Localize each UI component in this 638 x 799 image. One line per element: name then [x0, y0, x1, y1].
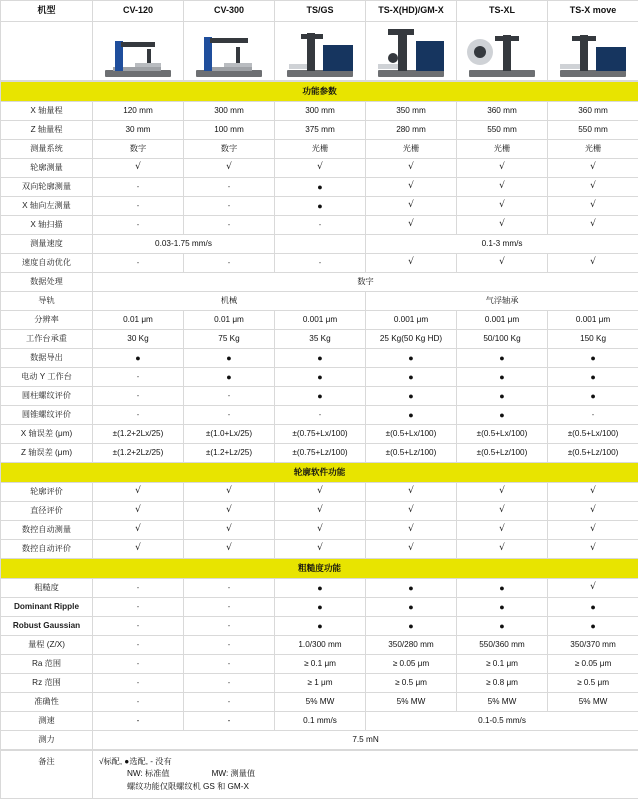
row-cell: ≥ 0.8 μm: [457, 674, 548, 693]
table-header-row: [1, 1, 638, 22]
row-cell: ●: [184, 368, 275, 387]
row-cell: 350/280 mm: [366, 636, 457, 655]
table-row: [1, 674, 638, 693]
table-row: [1, 406, 638, 425]
row-cell: 300 mm: [184, 102, 275, 121]
row-cell: √: [457, 483, 548, 502]
row-cell: ●: [275, 598, 366, 617]
legend-text: √标配, ●选配, - 没有: [99, 757, 172, 767]
row-cell: -: [184, 598, 275, 617]
row-cell: ●: [457, 579, 548, 598]
row-cell: 5% MW: [457, 693, 548, 712]
table-row: [1, 521, 638, 540]
row-cell: ●: [457, 598, 548, 617]
row-cell: ●: [93, 349, 184, 368]
table-row: [1, 292, 638, 311]
row-label: Ra 范围: [1, 655, 93, 674]
row-cell: ±(1.2+2Lx/25): [93, 425, 184, 444]
row-label: 粗糙度: [1, 579, 93, 598]
row-cell: 150 Kg: [548, 330, 638, 349]
row-cell: -: [184, 674, 275, 693]
row-cell: ≥ 0.05 μm: [366, 655, 457, 674]
row-cell: -: [93, 216, 184, 235]
row-cell: [275, 235, 366, 254]
row-cell: ●: [275, 197, 366, 216]
row-cell: √: [366, 159, 457, 178]
row-cell: √: [93, 502, 184, 521]
row-cell: 0.001 μm: [366, 311, 457, 330]
table-row: [1, 655, 638, 674]
row-cell: ●: [457, 349, 548, 368]
row-cell: ●: [457, 368, 548, 387]
row-cell: 360 mm: [457, 102, 548, 121]
product-image-cv-300: [184, 22, 275, 81]
row-label: 分辨率: [1, 311, 93, 330]
row-label: 轮廓评价: [1, 483, 93, 502]
nw-mw-line: [127, 769, 632, 779]
row-label: X 轴向左测量: [1, 197, 93, 216]
row-cell: √: [366, 483, 457, 502]
row-cell: √: [366, 540, 457, 559]
row-label: 圆锥螺纹评价: [1, 406, 93, 425]
row-cell: ●: [548, 349, 638, 368]
row-cell: -: [93, 579, 184, 598]
row-label: 准确性: [1, 693, 93, 712]
row-cell: √: [93, 483, 184, 502]
table-row: [1, 197, 638, 216]
row-cell: -: [93, 674, 184, 693]
row-cell: √: [457, 178, 548, 197]
row-cell: 120 mm: [93, 102, 184, 121]
section-header-function: [1, 82, 638, 102]
row-label: 双向轮廓测量: [1, 178, 93, 197]
row-cell: 7.5 mN: [93, 731, 638, 750]
row-cell: √: [366, 502, 457, 521]
row-cell: √: [548, 502, 638, 521]
row-cell: √: [275, 502, 366, 521]
table-row: [1, 579, 638, 598]
row-cell: -: [93, 598, 184, 617]
table-row: [1, 598, 638, 617]
product-image-ts-xl: [457, 22, 548, 81]
row-cell: ●: [275, 579, 366, 598]
row-cell: -: [184, 197, 275, 216]
footer-row: [1, 751, 638, 799]
table-row: [1, 140, 638, 159]
nw-text: NW: 标准值: [127, 769, 170, 779]
table-row: [1, 121, 638, 140]
row-cell: -: [184, 216, 275, 235]
row-label: X 轴量程: [1, 102, 93, 121]
row-label: Rz 范围: [1, 674, 93, 693]
row-cell: ±(1.2+Lz/25): [184, 444, 275, 463]
row-cell: -: [275, 254, 366, 273]
row-cell: ±(1.0+Lx/25): [184, 425, 275, 444]
section-title: 轮廓软件功能: [1, 463, 638, 483]
row-cell: √: [457, 197, 548, 216]
row-cell: √: [457, 502, 548, 521]
row-cell: √: [548, 483, 638, 502]
table-row: [1, 444, 638, 463]
footer-label: 备注: [1, 751, 93, 799]
row-cell: ●: [366, 598, 457, 617]
header-model-0: CV-120: [93, 1, 184, 22]
row-cell: -: [93, 178, 184, 197]
row-cell: -: [275, 216, 366, 235]
row-cell: ●: [184, 349, 275, 368]
row-cell: 30 Kg: [93, 330, 184, 349]
header-model-5: TS-X move: [548, 1, 638, 22]
row-cell: 5% MW: [366, 693, 457, 712]
row-cell: -: [93, 406, 184, 425]
row-cell: 光栅: [548, 140, 638, 159]
row-cell: 350 mm: [366, 102, 457, 121]
row-cell: √: [184, 483, 275, 502]
row-cell: ±(0.75+Lx/100): [275, 425, 366, 444]
row-cell: ≥ 1 μm: [275, 674, 366, 693]
header-model-2: TS/GS: [275, 1, 366, 22]
row-cell: √: [457, 159, 548, 178]
row-cell: 550 mm: [548, 121, 638, 140]
row-cell: ±(0.5+Lx/100): [457, 425, 548, 444]
row-label: 轮廓测量: [1, 159, 93, 178]
row-cell: 1.0/300 mm: [275, 636, 366, 655]
row-cell: -: [93, 693, 184, 712]
row-label: 数控自动测量: [1, 521, 93, 540]
row-cell: ●: [366, 368, 457, 387]
row-cell: -: [184, 617, 275, 636]
row-cell: -: [184, 579, 275, 598]
row-cell: -: [93, 636, 184, 655]
row-label: 导轨: [1, 292, 93, 311]
row-cell: -: [184, 712, 275, 731]
spec-table-body: [0, 81, 638, 750]
row-cell: 50/100 Kg: [457, 330, 548, 349]
row-cell: ±(1.2+2Lz/25): [93, 444, 184, 463]
row-cell: 5% MW: [548, 693, 638, 712]
image-row-spacer: [1, 22, 93, 81]
row-label: Z 轴量程: [1, 121, 93, 140]
section-header-profile_software: [1, 463, 638, 483]
row-cell: √: [548, 521, 638, 540]
row-cell: √: [93, 540, 184, 559]
row-cell: -: [275, 406, 366, 425]
row-label: 速度自动优化: [1, 254, 93, 273]
row-cell: √: [184, 521, 275, 540]
row-cell: ●: [366, 617, 457, 636]
table-row: [1, 636, 638, 655]
table-row: [1, 712, 638, 731]
row-cell: 光栅: [366, 140, 457, 159]
row-cell: √: [93, 521, 184, 540]
row-cell: ●: [457, 387, 548, 406]
row-cell: 0.001 μm: [275, 311, 366, 330]
row-label: X 轴扫描: [1, 216, 93, 235]
row-cell: 数字: [184, 140, 275, 159]
mw-text: MW: 测量值: [212, 769, 256, 779]
row-label: 数据处理: [1, 273, 93, 292]
row-cell: √: [275, 540, 366, 559]
footer-notes: [93, 751, 638, 799]
row-cell: 气浮轴承: [366, 292, 638, 311]
row-cell: √: [366, 254, 457, 273]
row-label: 测量速度: [1, 235, 93, 254]
row-cell: 5% MW: [275, 693, 366, 712]
row-cell: -: [184, 655, 275, 674]
table-row: [1, 540, 638, 559]
row-cell: ●: [275, 617, 366, 636]
row-label: Robust Gaussian: [1, 617, 93, 636]
legend-line: [99, 757, 632, 767]
footer-table: [0, 750, 638, 799]
thread-note-line: [127, 782, 632, 792]
row-cell: ●: [548, 387, 638, 406]
row-cell: √: [548, 178, 638, 197]
row-cell: -: [93, 254, 184, 273]
row-cell: √: [366, 216, 457, 235]
row-label: 量程 (Z/X): [1, 636, 93, 655]
row-cell: 数字: [93, 140, 184, 159]
row-cell: 350/370 mm: [548, 636, 638, 655]
header-model-3: TS-X(HD)/GM-X: [366, 1, 457, 22]
row-cell: -: [93, 197, 184, 216]
row-cell: ●: [457, 617, 548, 636]
row-cell: ●: [366, 579, 457, 598]
table-row: [1, 483, 638, 502]
row-cell: ●: [366, 406, 457, 425]
row-cell: -: [548, 406, 638, 425]
row-cell: ●: [275, 349, 366, 368]
row-cell: √: [366, 178, 457, 197]
row-cell: √: [275, 159, 366, 178]
row-cell: -: [184, 178, 275, 197]
table-row: [1, 273, 638, 292]
row-cell: 光栅: [275, 140, 366, 159]
row-cell: ≥ 0.5 μm: [548, 674, 638, 693]
row-cell: 550 mm: [457, 121, 548, 140]
row-cell: 0.03-1.75 mm/s: [93, 235, 275, 254]
row-cell: -: [184, 693, 275, 712]
row-cell: √: [275, 521, 366, 540]
row-label: 直径评价: [1, 502, 93, 521]
row-cell: ●: [275, 178, 366, 197]
table-row: [1, 502, 638, 521]
table-row: [1, 731, 638, 750]
row-cell: √: [457, 540, 548, 559]
row-label: 测力: [1, 731, 93, 750]
row-cell: √: [275, 483, 366, 502]
row-cell: ●: [548, 598, 638, 617]
row-label: 工作台承重: [1, 330, 93, 349]
header-model-1: CV-300: [184, 1, 275, 22]
table-row: [1, 368, 638, 387]
row-cell: ±(0.75+Lz/100): [275, 444, 366, 463]
table-row: [1, 349, 638, 368]
row-cell: -: [184, 387, 275, 406]
row-label: X 轴误差 (μm): [1, 425, 93, 444]
row-cell: √: [457, 521, 548, 540]
row-cell: 数字: [93, 273, 638, 292]
row-cell: √: [548, 159, 638, 178]
row-cell: -: [93, 368, 184, 387]
header-model-4: TS-XL: [457, 1, 548, 22]
table-row: [1, 216, 638, 235]
row-cell: 0.1-0.5 mm/s: [366, 712, 638, 731]
row-cell: √: [366, 521, 457, 540]
row-cell: √: [366, 197, 457, 216]
row-cell: 25 Kg(50 Kg HD): [366, 330, 457, 349]
row-cell: 机械: [93, 292, 366, 311]
row-cell: ●: [366, 349, 457, 368]
row-label: 测速: [1, 712, 93, 731]
table-row: [1, 425, 638, 444]
row-label: 数据导出: [1, 349, 93, 368]
row-cell: 0.01 μm: [93, 311, 184, 330]
row-cell: 光栅: [457, 140, 548, 159]
row-cell: 0.001 μm: [548, 311, 638, 330]
row-cell: √: [548, 197, 638, 216]
table-row: [1, 254, 638, 273]
row-label: Z 轴误差 (μm): [1, 444, 93, 463]
row-cell: √: [93, 159, 184, 178]
row-cell: 0.01 μm: [184, 311, 275, 330]
section-header-roughness: [1, 559, 638, 579]
row-cell: 280 mm: [366, 121, 457, 140]
row-label: 电动 Y 工作台: [1, 368, 93, 387]
table-row: [1, 159, 638, 178]
row-cell: ●: [548, 617, 638, 636]
thread-note-text: 螺纹功能仅限螺纹机 GS 和 GM-X: [127, 782, 249, 792]
row-cell: ±(0.5+Lz/100): [457, 444, 548, 463]
row-cell: 100 mm: [184, 121, 275, 140]
row-cell: 0.1-3 mm/s: [366, 235, 638, 254]
spec-table: [0, 0, 638, 81]
row-cell: 375 mm: [275, 121, 366, 140]
header-first-col: 机型: [1, 1, 93, 22]
product-image-ts-gs: [275, 22, 366, 81]
table-row: [1, 617, 638, 636]
row-cell: -: [93, 387, 184, 406]
row-cell: -: [184, 254, 275, 273]
row-cell: √: [548, 540, 638, 559]
row-cell: √: [457, 254, 548, 273]
table-row: [1, 693, 638, 712]
row-cell: √: [457, 216, 548, 235]
row-cell: -: [93, 655, 184, 674]
row-cell: -: [184, 636, 275, 655]
row-cell: 0.1 mm/s: [275, 712, 366, 731]
row-cell: ≥ 0.5 μm: [366, 674, 457, 693]
row-cell: 550/360 mm: [457, 636, 548, 655]
table-row: [1, 330, 638, 349]
row-cell: ≥ 0.1 μm: [275, 655, 366, 674]
row-cell: ±(0.5+Lx/100): [548, 425, 638, 444]
row-cell: 35 Kg: [275, 330, 366, 349]
section-title: 粗糙度功能: [1, 559, 638, 579]
row-cell: ●: [275, 368, 366, 387]
row-cell: 30 mm: [93, 121, 184, 140]
row-cell: √: [548, 254, 638, 273]
row-cell: -: [184, 406, 275, 425]
product-image-row: [1, 22, 638, 81]
product-image-ts-x: [366, 22, 457, 81]
row-cell: 75 Kg: [184, 330, 275, 349]
row-label: 圆柱螺纹评价: [1, 387, 93, 406]
row-cell: -: [93, 617, 184, 636]
table-row: [1, 311, 638, 330]
row-label: 测量系统: [1, 140, 93, 159]
row-cell: ±(0.5+Lx/100): [366, 425, 457, 444]
row-cell: ±(0.5+Lz/100): [366, 444, 457, 463]
table-row: [1, 178, 638, 197]
row-label: 数控自动评价: [1, 540, 93, 559]
row-cell: √: [548, 579, 638, 598]
product-image-ts-x-move: [548, 22, 638, 81]
table-row: [1, 102, 638, 121]
row-cell: -: [93, 712, 184, 731]
row-cell: ●: [366, 387, 457, 406]
row-cell: 360 mm: [548, 102, 638, 121]
row-cell: ●: [457, 406, 548, 425]
table-row: [1, 387, 638, 406]
product-image-cv-120: [93, 22, 184, 81]
row-cell: √: [184, 159, 275, 178]
section-title: 功能参数: [1, 82, 638, 102]
row-cell: ≥ 0.1 μm: [457, 655, 548, 674]
table-row: [1, 235, 638, 254]
row-cell: √: [184, 502, 275, 521]
row-cell: √: [548, 216, 638, 235]
row-cell: 0.001 μm: [457, 311, 548, 330]
row-cell: ●: [275, 387, 366, 406]
row-cell: √: [184, 540, 275, 559]
row-cell: ●: [548, 368, 638, 387]
row-label: Dominant Ripple: [1, 598, 93, 617]
row-cell: ≥ 0.05 μm: [548, 655, 638, 674]
row-cell: ±(0.5+Lz/100): [548, 444, 638, 463]
row-cell: 300 mm: [275, 102, 366, 121]
